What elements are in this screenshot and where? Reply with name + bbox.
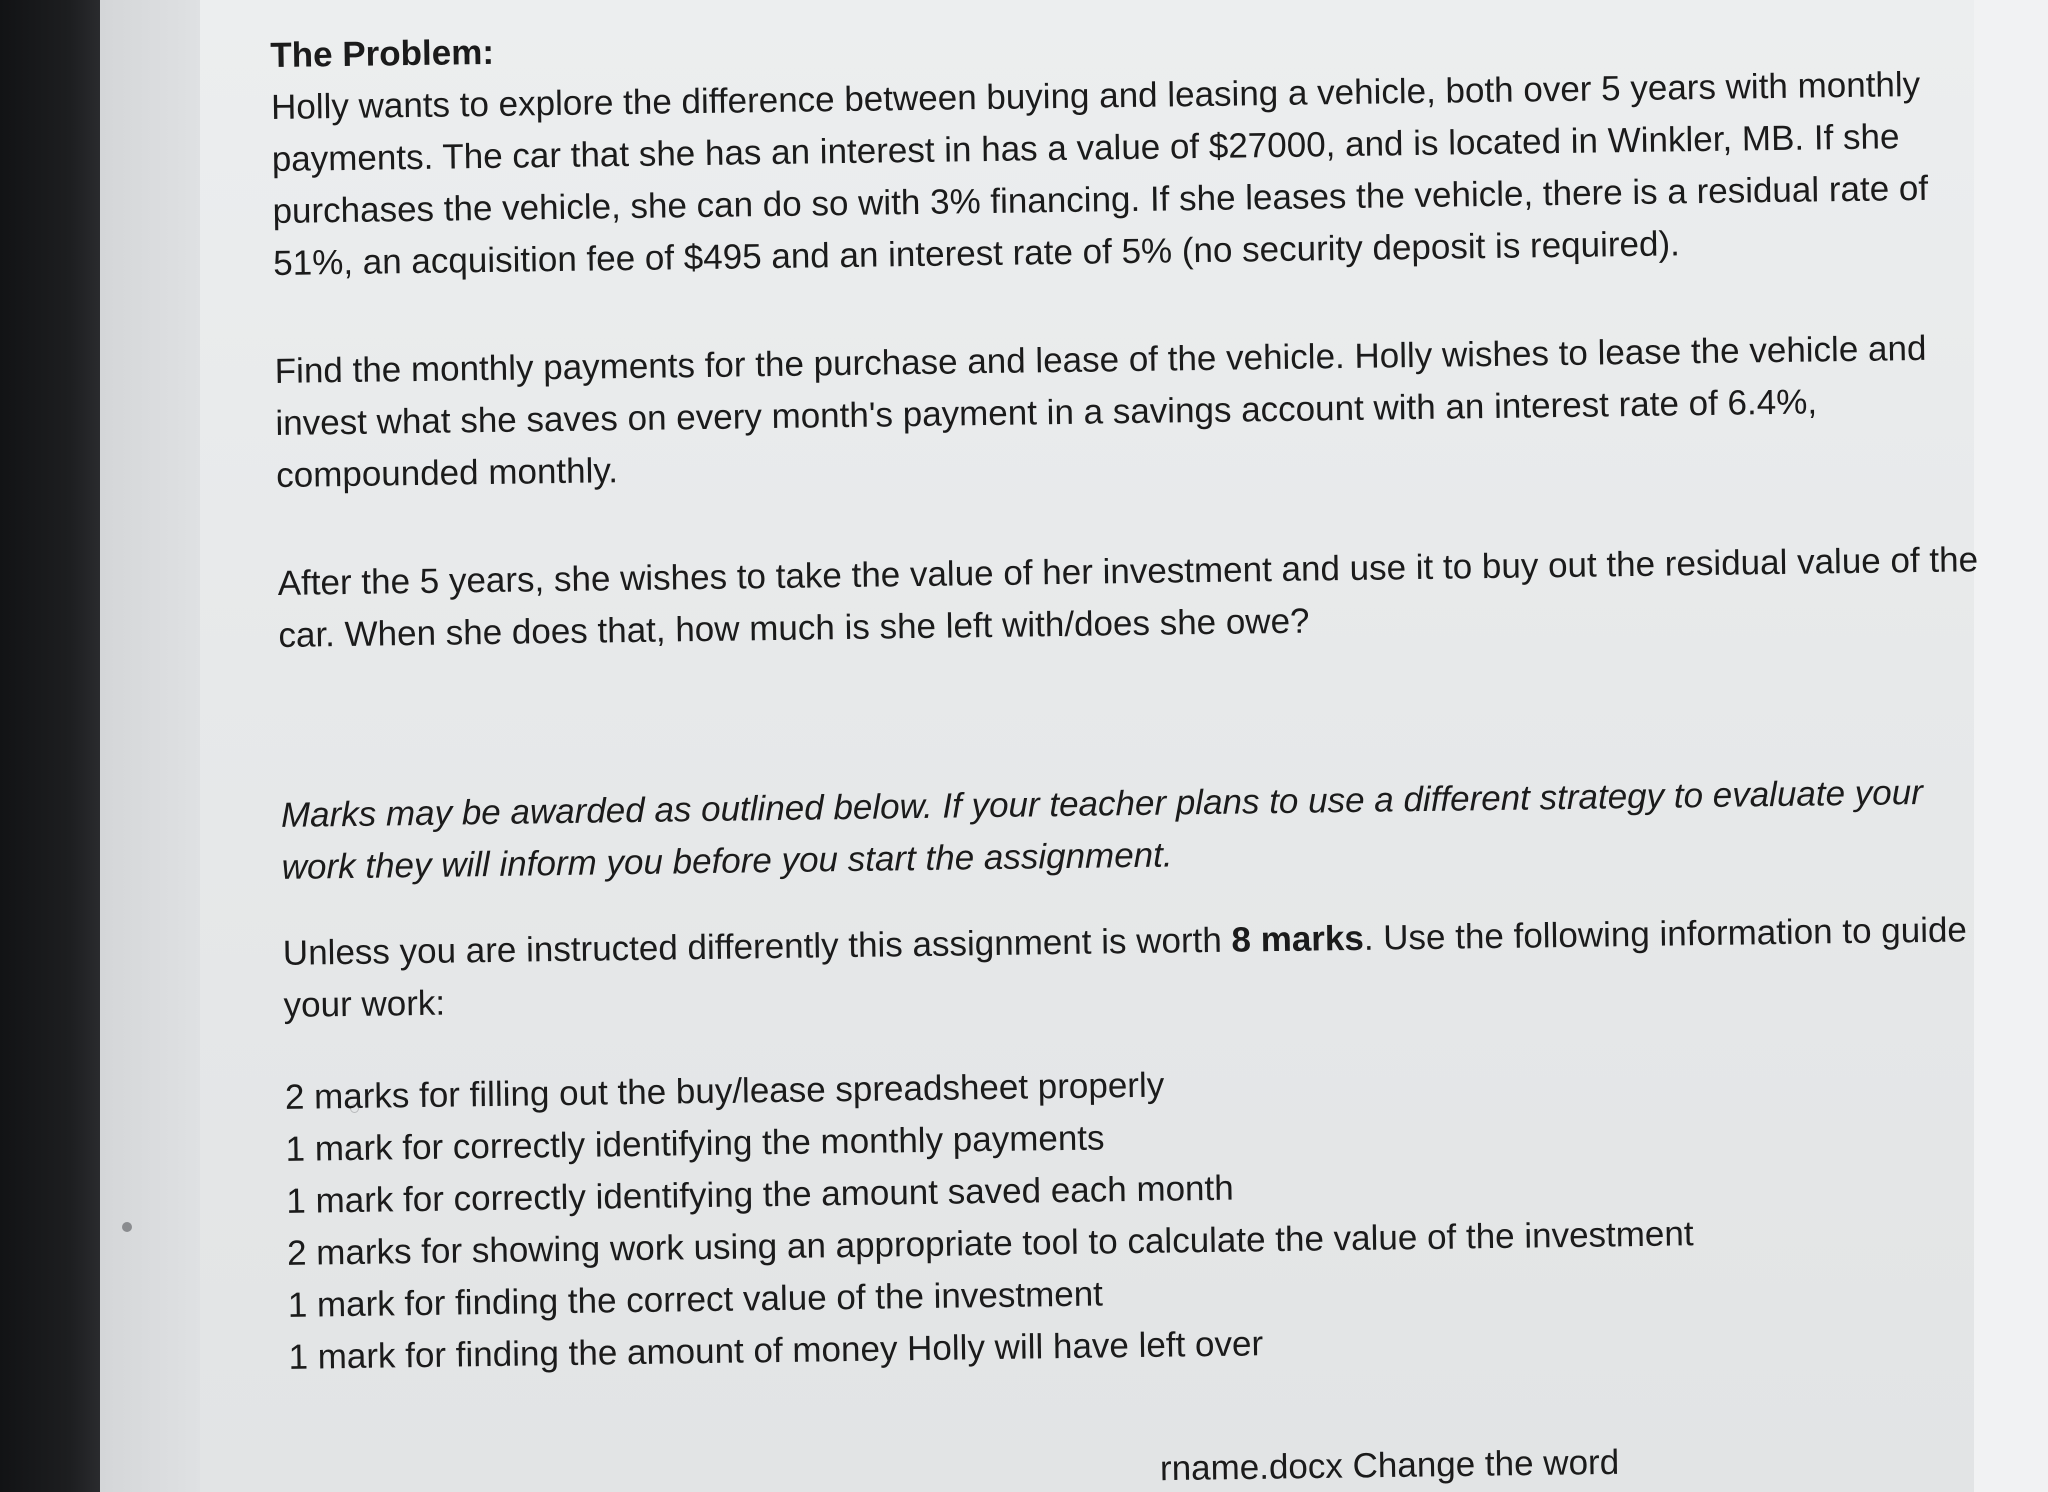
cut-off-text: rname.docx Change the word xyxy=(1159,1442,1620,1489)
marks-list-item: 1 mark for correctly identifying the amount saved each month xyxy=(286,1168,1234,1221)
worth-marks: 8 marks xyxy=(1231,918,1365,960)
marks-list-item: 1 mark for finding the amount of money Holly will have left over xyxy=(288,1324,1264,1377)
document-page xyxy=(100,0,2048,1492)
marks-list-item: 1 mark for finding the correct value of the investment xyxy=(287,1274,1104,1325)
worth-text-before: Unless you are instructed differently this assignment is worth xyxy=(282,920,1232,973)
screen-bezel xyxy=(0,0,100,1492)
task-paragraph: Find the monthly payments for the purchase and lease of the vehicle. Holly wishes to lease the vehicle and invest what she saves on every month's payment in a savings account with an interest rate of 6.4%, compounded monthly. xyxy=(274,328,1927,495)
margin-marker xyxy=(122,1222,132,1232)
marks-list-item: 2 marks for filling out the buy/lease spreadsheet properly xyxy=(284,1065,1165,1117)
question-paragraph: After the 5 years, she wishes to take the value of her investment and use it to buy out the residual value of the car. When she does that, how much is she left with/does she owe? xyxy=(277,540,1979,655)
problem-paragraph: Holly wants to explore the difference between buying and leasing a vehicle, both over 5 years with monthly payments. The car that she has an interest in has a value of $27000, and is located in Winkler, MB. If she purchases the vehicle, she can do so with 3% financing. If she leases the vehicle, there is a residual rate of 51%, an acquisition fee of $495 and an interest rate of 5% (no security deposit is required). xyxy=(270,64,1929,283)
problem-heading: The Problem: xyxy=(270,32,495,75)
marks-list-item: 1 mark for correctly identifying the monthly payments xyxy=(285,1118,1105,1169)
worth-paragraph xyxy=(283,904,2004,1032)
marks-list-item: 2 marks for showing work using an appropriate tool to calculate the value of the investment xyxy=(286,1214,1694,1273)
marks-list xyxy=(285,1048,2009,1384)
document-body xyxy=(270,6,2009,1419)
worth-text-after: . Use the following information to guide your work: xyxy=(283,910,1968,1025)
marks-note: Marks may be awarded as outlined below. If your teacher plans to use a different strategy to evaluate your work they will inform you before you start the assignment. xyxy=(280,772,1924,887)
page-gutter xyxy=(100,0,200,1492)
